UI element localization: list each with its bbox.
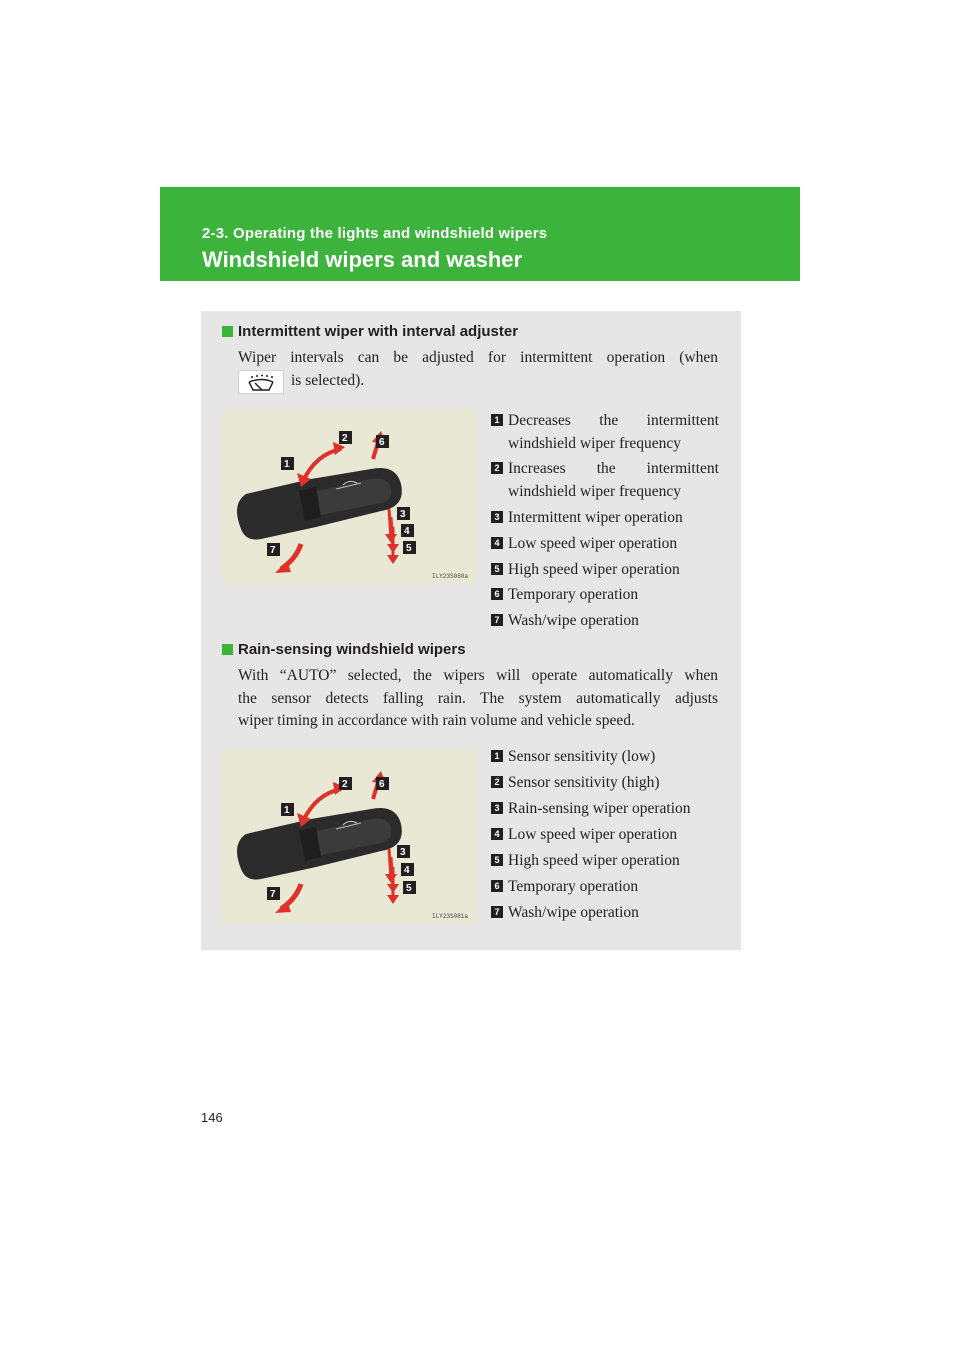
legend-item bbox=[491, 457, 719, 503]
svg-text:1: 1 bbox=[284, 459, 290, 470]
subheading-text: Intermittent wiper with interval adjuster bbox=[238, 323, 519, 340]
legend-text: Wash/wipe operation bbox=[508, 904, 639, 921]
svg-text:6: 6 bbox=[379, 437, 385, 448]
legend-text: Decreases the intermittent bbox=[508, 412, 719, 429]
bullet-square-icon bbox=[222, 326, 233, 337]
bullet-square-icon bbox=[222, 644, 233, 655]
intermittent-description bbox=[238, 347, 718, 394]
number-badge: 2 bbox=[491, 776, 503, 788]
legend-item bbox=[491, 409, 719, 455]
diagram-code: ILY23S081a bbox=[431, 913, 468, 920]
legend-item bbox=[491, 745, 719, 768]
legend-text: windshield wiper frequency bbox=[508, 435, 682, 452]
number-badge: 4 bbox=[491, 828, 503, 840]
svg-text:7: 7 bbox=[270, 545, 276, 556]
legend-item bbox=[491, 849, 719, 872]
subheading-rain-sensing bbox=[222, 641, 466, 658]
svg-text:6: 6 bbox=[379, 779, 385, 790]
legend-text: Rain-sensing wiper operation bbox=[508, 800, 691, 817]
number-badge: 3 bbox=[491, 802, 503, 814]
number-badge: 7 bbox=[491, 614, 503, 626]
legend-text: High speed wiper operation bbox=[508, 561, 680, 578]
wiper-lever-shape bbox=[237, 808, 402, 880]
number-badge: 6 bbox=[491, 880, 503, 892]
legend-item bbox=[491, 532, 719, 555]
svg-text:2: 2 bbox=[342, 779, 348, 790]
legend-item bbox=[491, 797, 719, 820]
svg-text:4: 4 bbox=[404, 865, 410, 876]
page-title: Windshield wipers and washer bbox=[202, 247, 523, 272]
svg-text:3: 3 bbox=[400, 847, 406, 858]
description-line: Wiper intervals can be adjusted for intermittent operation (when bbox=[238, 349, 718, 366]
svg-text:7: 7 bbox=[270, 889, 276, 900]
number-badge: 2 bbox=[491, 462, 503, 474]
svg-text:5: 5 bbox=[406, 883, 412, 894]
page-number: 146 bbox=[201, 1110, 223, 1125]
legend-text: Temporary operation bbox=[508, 586, 639, 603]
description-line: wiper timing in accordance with rain volume and vehicle speed. bbox=[238, 712, 635, 729]
intermittent-wiper-icon bbox=[238, 370, 284, 394]
number-badge: 3 bbox=[491, 511, 503, 523]
header-bar bbox=[160, 187, 800, 281]
legend-item bbox=[491, 901, 719, 924]
subheading-text: Rain-sensing windshield wipers bbox=[238, 641, 466, 658]
description-line-end: is selected). bbox=[291, 372, 365, 390]
wiper-lever-diagram-rain bbox=[221, 749, 476, 924]
number-badge: 6 bbox=[491, 588, 503, 600]
number-badge: 7 bbox=[491, 906, 503, 918]
description-line: the sensor detects falling rain. The system automatically adjusts bbox=[238, 689, 718, 707]
legend-text: Increases the intermittent bbox=[508, 460, 719, 477]
number-badge: 1 bbox=[491, 750, 503, 762]
svg-text:1: 1 bbox=[284, 805, 290, 816]
legend-item bbox=[491, 609, 719, 632]
number-badge: 5 bbox=[491, 854, 503, 866]
number-badge: 1 bbox=[491, 414, 503, 426]
number-badge: 4 bbox=[491, 537, 503, 549]
legend-text: Low speed wiper operation bbox=[508, 826, 678, 843]
legend-text: Intermittent wiper operation bbox=[508, 509, 683, 526]
legend-text: Sensor sensitivity (high) bbox=[508, 774, 660, 791]
legend-text: Temporary operation bbox=[508, 878, 639, 895]
svg-text:3: 3 bbox=[400, 509, 406, 520]
legend-item bbox=[491, 875, 719, 898]
description-line: With “AUTO” selected, the wipers will operate automatically when bbox=[238, 667, 718, 684]
legend-item bbox=[491, 506, 719, 529]
svg-text:4: 4 bbox=[404, 526, 410, 537]
svg-text:2: 2 bbox=[342, 433, 348, 444]
legend-text: Sensor sensitivity (low) bbox=[508, 748, 656, 765]
wiper-lever-diagram-intermittent bbox=[221, 409, 476, 584]
legend-item bbox=[491, 771, 719, 794]
rain-description bbox=[238, 665, 718, 733]
legend-text: High speed wiper operation bbox=[508, 852, 680, 869]
subheading-intermittent bbox=[222, 323, 518, 340]
legend-item bbox=[491, 823, 719, 846]
section-label: 2-3. Operating the lights and windshield wipers bbox=[202, 225, 548, 242]
svg-text:5: 5 bbox=[406, 543, 412, 554]
legend-text: windshield wiper frequency bbox=[508, 483, 682, 500]
legend-text: Low speed wiper operation bbox=[508, 535, 678, 552]
legend-item bbox=[491, 558, 719, 581]
description-line bbox=[238, 370, 718, 394]
legend-text: Wash/wipe operation bbox=[508, 612, 639, 629]
wiper-lever-shape bbox=[237, 468, 402, 540]
legend-item bbox=[491, 583, 719, 606]
number-badge: 5 bbox=[491, 563, 503, 575]
content-panel bbox=[201, 311, 741, 950]
diagram-code: ILY23S080a bbox=[431, 573, 468, 580]
